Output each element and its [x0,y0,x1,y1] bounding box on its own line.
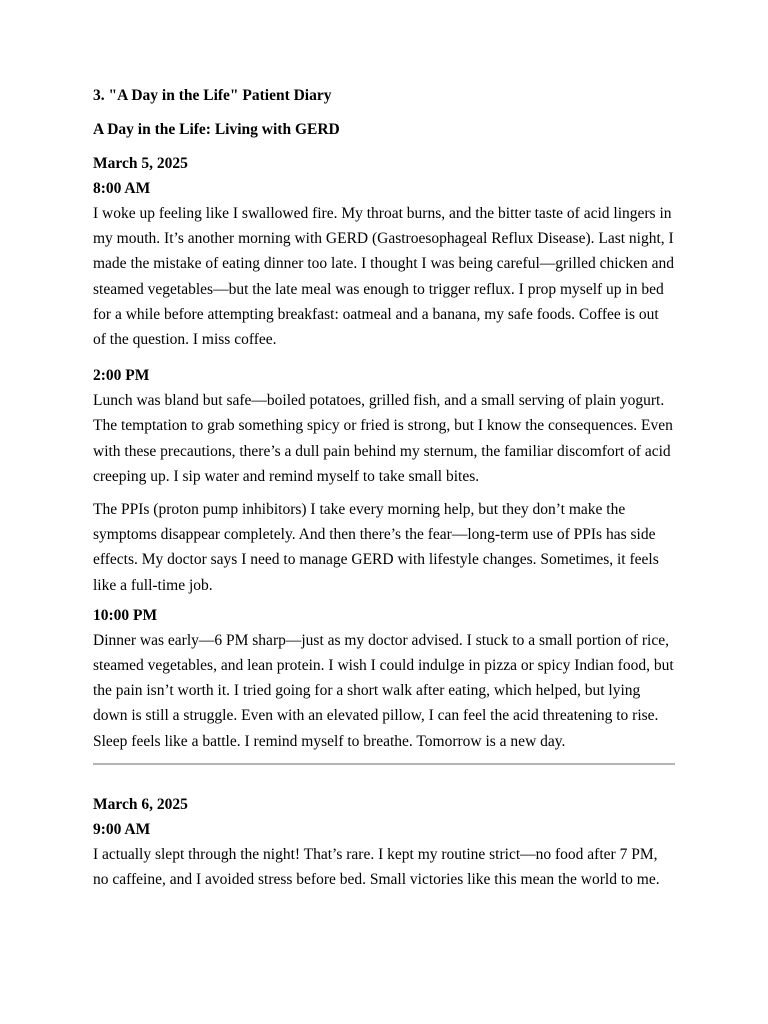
entry-paragraph: I actually slept through the night! That’s rare. I kept my routine strict—no food after 7 PM, no caffeine, and I avoided stress before bed. Small victories like this mean the world to me. [93,845,660,889]
section-title: 3. "A Day in the Life" Patient Diary [93,87,332,104]
entry-paragraph: Dinner was early—6 PM sharp—just as my doctor advised. I stuck to a small portion of rice, steamed vegetables, and lean protein. I wish I could indulge in pizza or spicy Indian food, but the pain isn’t worth it. I tried going for a short walk after eating, which helped, but lying down is still a struggle. Even with an elevated pillow, I can feel the acid threatening to rise. Sleep feels like a battle. I remind myself to breathe. Tomorrow is a new day. [93,631,674,750]
diary-entry [93,366,675,598]
entry-paragraph: The PPIs (proton pump inhibitors) I take every morning help, but they don’t make the symptoms disappear completely. And then there’s the fear—long-term use of PPIs has side effects. My doctor says I need to manage GERD with lifestyle changes. Sometimes, it feels like a full-time job. [93,501,659,594]
document-title: A Day in the Life: Living with GERD [93,121,340,138]
entry-paragraph: Lunch was bland but safe—boiled potatoes, grilled fish, and a small serving of plain yogurt. The temptation to grab something spicy or fried is strong, but I know the consequences. Even with these precautions, there’s a dull pain behind my sternum, the familiar discomfort of acid creeping up. I sip water and remind myself to take small bites. [93,392,673,485]
entry-time: 2:00 PM [93,367,150,385]
entry-time: 8:00 AM [93,180,151,197]
diary-day [93,795,675,892]
entry-paragraph: I woke up feeling like I swallowed fire. My throat burns, and the bitter taste of acid lingers in my mouth. It’s another morning with GERD (Gastroesophageal Reflux Disease). Last night, I made the mistake of eating dinner too late. I thought I was being careful—grilled chicken and steamed vegetables—but the late meal was enough to trigger reflux. I prop myself up in bed for a while before attempting breakfast: oatmeal and a banana, my safe foods. Coffee is out of the question. I miss coffee. [93,205,675,349]
section-divider [93,763,675,765]
entry-date: March 5, 2025 [93,155,188,172]
diary-day [93,154,675,754]
diary-entry [93,606,675,754]
entry-date: March 6, 2025 [93,795,188,813]
diary-content [93,86,675,900]
entry-time: 10:00 PM [93,606,158,624]
diary-entry [93,179,675,352]
entry-time: 9:00 AM [93,820,151,838]
diary-entry [93,820,675,892]
